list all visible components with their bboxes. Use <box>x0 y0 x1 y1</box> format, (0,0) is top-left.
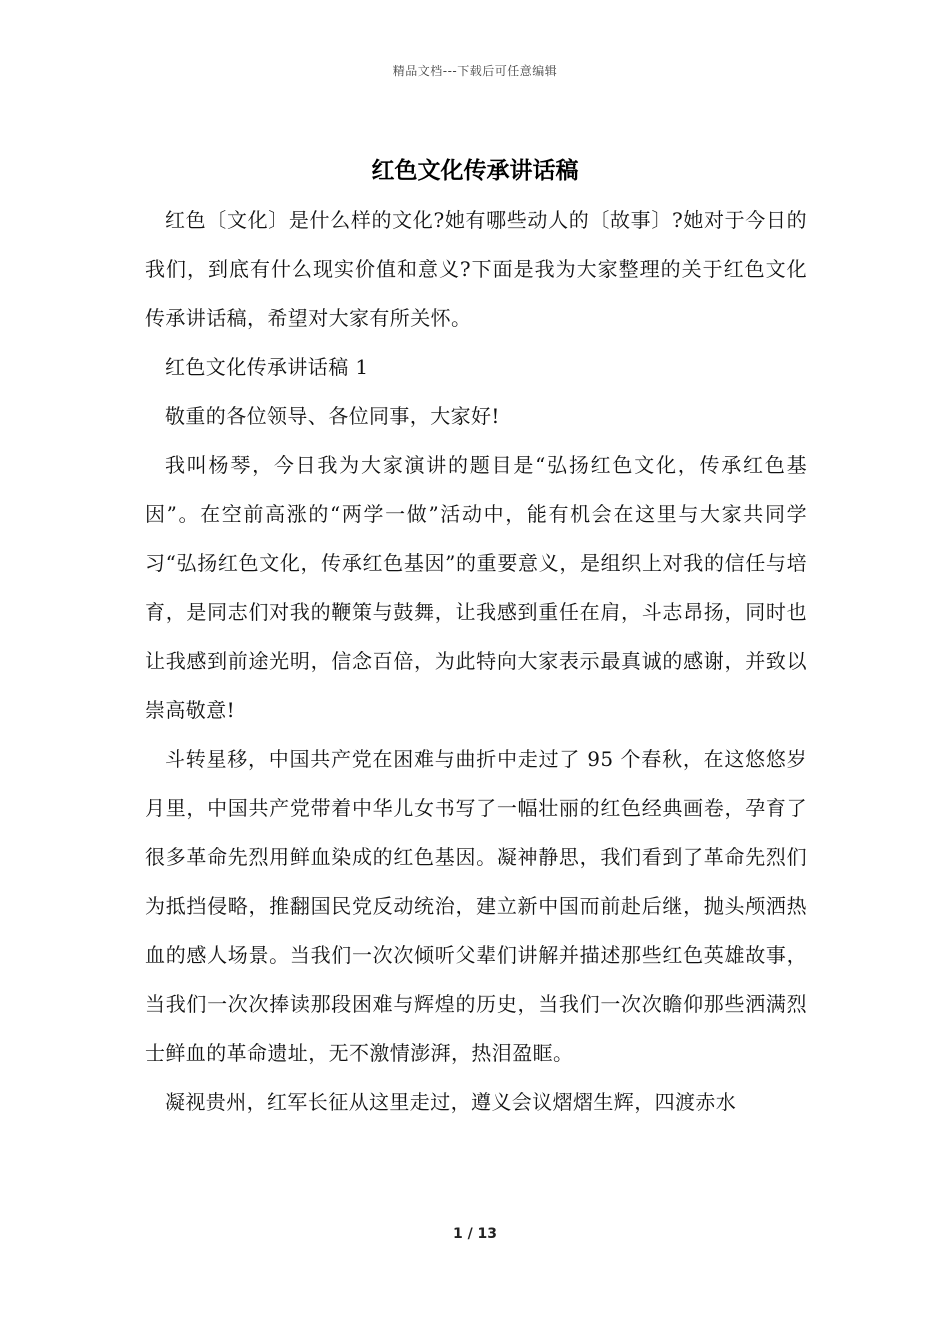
page-header: 精品文档---下载后可任意编辑 <box>392 64 558 78</box>
section-heading: 红色文化传承讲话稿 1 <box>165 355 369 379</box>
body-paragraph: 斗转星移，中国共产党在困难与曲折中走过了 95 个春秋，在这悠悠岁月里，中国共产党带着中华儿女书写了一幅壮丽的红色经典画卷，孕育了很多革命先烈用鲜血染成的红色基因。凝神静思，我们看到了革命先烈们为抵挡侵略，推翻国民党反动统治，建立新中国而前赴后继，抛头颅洒热血的感人场景。当我们一次次倾听父辈们讲解并描述那些红色英雄故事，当我们一次次捧读那段困难与辉煌的历史，当我们一次次瞻仰那些洒满烈士鲜血的革命遗址，无不激情澎湃，热泪盈眶。 <box>145 747 807 1065</box>
document-body <box>145 196 807 1127</box>
greeting-paragraph: 敬重的各位领导、各位同事，大家好! <box>165 404 500 428</box>
intro-paragraph: 红色〔文化〕是什么样的文化?她有哪些动人的〔故事〕?她对于今日的我们，到底有什么现实价值和意义?下面是我为大家整理的关于红色文化传承讲话稿，希望对大家有所关怀。 <box>145 208 807 330</box>
body-paragraph: 我叫杨琴，今日我为大家演讲的题目是“弘扬红色文化，传承红色基因”。在空前高涨的“两学一做”活动中，能有机会在这里与大家共同学习“弘扬红色文化，传承红色基因”的重要意义，是组织上对我的信任与培育，是同志们对我的鞭策与鼓舞，让我感到重任在肩，斗志昂扬，同时也让我感到前途光明，信念百倍，为此特向大家表示最真诚的感谢，并致以崇高敬意! <box>145 453 807 722</box>
document-title: 红色文化传承讲话稿 <box>371 157 579 184</box>
page-number: 1 / 13 <box>452 1226 498 1242</box>
body-paragraph: 凝视贵州，红军长征从这里走过，遵义会议熠熠生辉，四渡赤水 <box>165 1090 737 1114</box>
